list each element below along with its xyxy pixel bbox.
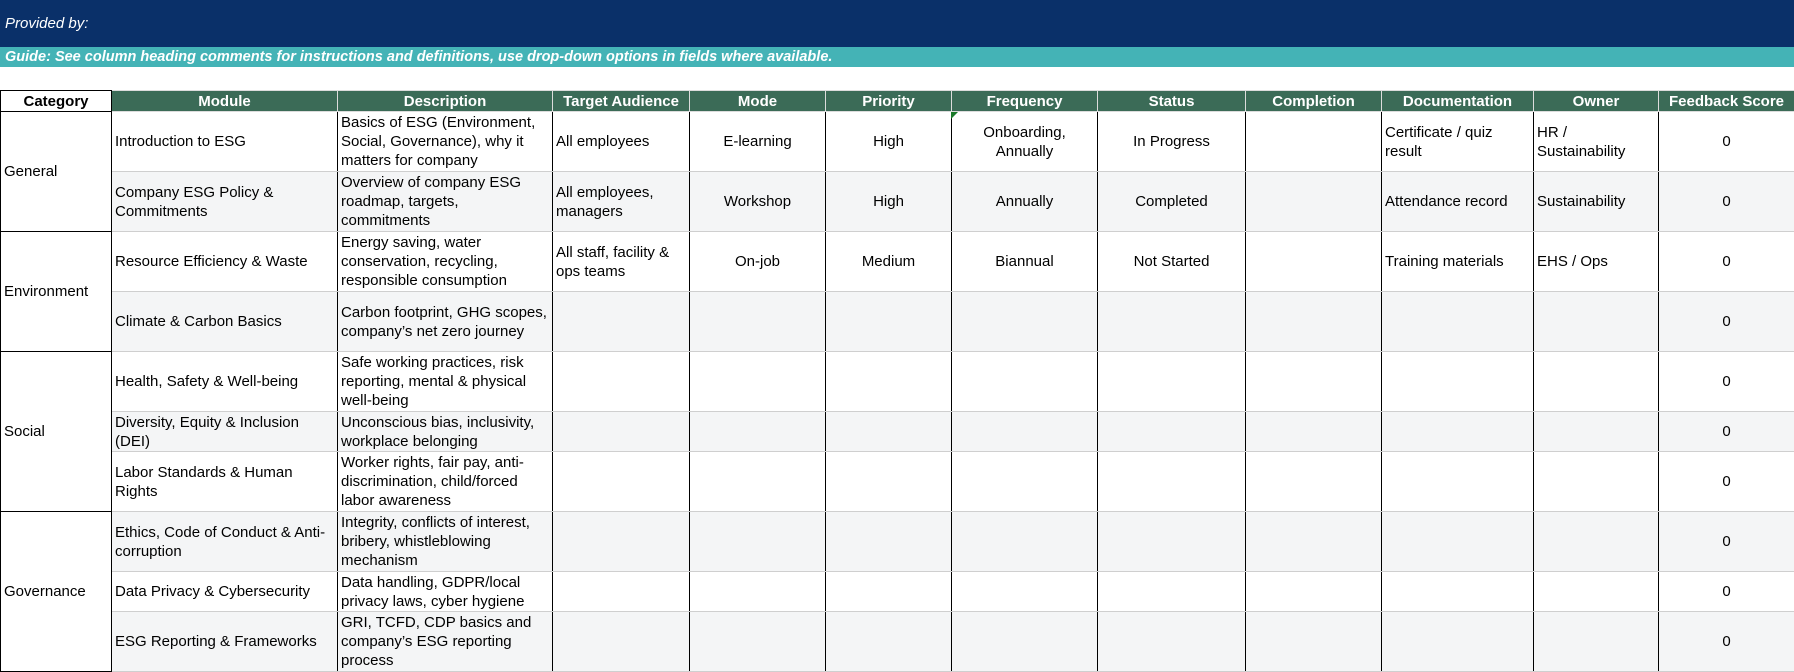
header-category[interactable]: Category <box>1 91 112 112</box>
status-cell[interactable] <box>1098 292 1246 352</box>
header-description[interactable]: Description <box>338 91 553 112</box>
status-cell[interactable] <box>1098 352 1246 412</box>
owner-cell[interactable]: HR / Sustainability <box>1534 112 1659 172</box>
completion-cell[interactable] <box>1246 232 1382 292</box>
header-feedback-score[interactable]: Feedback Score <box>1659 91 1794 112</box>
header-owner[interactable]: Owner <box>1534 91 1659 112</box>
table-row <box>1 172 1794 232</box>
frequency-cell[interactable] <box>952 412 1098 452</box>
owner-cell[interactable] <box>1534 512 1659 572</box>
completion-cell[interactable] <box>1246 572 1382 612</box>
owner-cell[interactable] <box>1534 412 1659 452</box>
priority-cell[interactable]: High <box>826 112 952 172</box>
mode-cell[interactable]: E-learning <box>690 112 826 172</box>
table-row <box>1 292 1794 352</box>
header-mode[interactable]: Mode <box>690 91 826 112</box>
status-cell[interactable] <box>1098 512 1246 572</box>
completion-cell[interactable] <box>1246 412 1382 452</box>
module-cell[interactable]: Resource Efficiency & Waste <box>112 232 338 292</box>
feedback-cell[interactable]: 0 <box>1659 512 1794 572</box>
audience-cell[interactable] <box>553 452 690 512</box>
mode-cell[interactable] <box>690 512 826 572</box>
completion-cell[interactable] <box>1246 172 1382 232</box>
frequency-cell[interactable]: Biannual <box>952 232 1098 292</box>
frequency-cell[interactable]: Onboarding, Annually <box>952 112 1098 172</box>
documentation-cell[interactable] <box>1382 412 1534 452</box>
description-cell[interactable]: Energy saving, water conservation, recycling, responsible consumption <box>338 232 553 292</box>
description-cell[interactable]: Integrity, conflicts of interest, bribery, whistleblowing mechanism <box>338 512 553 572</box>
table-row <box>1 412 1794 452</box>
module-cell[interactable]: Introduction to ESG <box>112 112 338 172</box>
audience-cell[interactable]: All employees, managers <box>553 172 690 232</box>
owner-cell[interactable] <box>1534 292 1659 352</box>
audience-cell[interactable] <box>553 292 690 352</box>
audience-cell[interactable]: All employees <box>553 112 690 172</box>
frequency-cell[interactable] <box>952 612 1098 672</box>
documentation-cell[interactable] <box>1382 512 1534 572</box>
header-target-audience[interactable]: Target Audience <box>553 91 690 112</box>
feedback-cell[interactable]: 0 <box>1659 112 1794 172</box>
owner-cell[interactable]: Sustainability <box>1534 172 1659 232</box>
priority-cell[interactable] <box>826 452 952 512</box>
owner-cell[interactable] <box>1534 452 1659 512</box>
frequency-cell[interactable] <box>952 452 1098 512</box>
description-cell[interactable]: Carbon footprint, GHG scopes, company’s net zero journey <box>338 292 553 352</box>
priority-cell[interactable]: Medium <box>826 232 952 292</box>
feedback-cell[interactable]: 0 <box>1659 232 1794 292</box>
completion-cell[interactable] <box>1246 112 1382 172</box>
guide-bar <box>0 47 1794 67</box>
cell-comment-marker <box>951 112 958 119</box>
spacer-row <box>0 67 1794 90</box>
description-cell[interactable]: Basics of ESG (Environment, Social, Governance), why it matters for company <box>338 112 553 172</box>
documentation-cell[interactable]: Training materials <box>1382 232 1534 292</box>
documentation-cell[interactable]: Attendance record <box>1382 172 1534 232</box>
priority-cell[interactable] <box>826 412 952 452</box>
module-cell[interactable]: Climate & Carbon Basics <box>112 292 338 352</box>
owner-cell[interactable] <box>1534 352 1659 412</box>
mode-cell[interactable] <box>690 452 826 512</box>
audience-cell[interactable] <box>553 352 690 412</box>
documentation-cell[interactable] <box>1382 612 1534 672</box>
status-cell[interactable] <box>1098 572 1246 612</box>
mode-cell[interactable] <box>690 292 826 352</box>
table-row <box>1 232 1794 292</box>
module-cell[interactable]: Health, Safety & Well-being <box>112 352 338 412</box>
module-cell[interactable]: Diversity, Equity & Inclusion (DEI) <box>112 412 338 452</box>
training-table <box>0 90 1794 672</box>
priority-cell[interactable] <box>826 612 952 672</box>
description-cell[interactable]: Safe working practices, risk reporting, mental & physical well-being <box>338 352 553 412</box>
status-cell[interactable]: Not Started <box>1098 232 1246 292</box>
completion-cell[interactable] <box>1246 352 1382 412</box>
frequency-cell[interactable] <box>952 292 1098 352</box>
description-cell[interactable]: Worker rights, fair pay, anti-discrimination, child/forced labor awareness <box>338 452 553 512</box>
priority-cell[interactable] <box>826 572 952 612</box>
header-documentation[interactable]: Documentation <box>1382 91 1534 112</box>
priority-cell[interactable] <box>826 512 952 572</box>
module-cell[interactable]: Data Privacy & Cybersecurity <box>112 572 338 612</box>
status-cell[interactable]: In Progress <box>1098 112 1246 172</box>
category-general[interactable]: General <box>1 112 112 232</box>
mode-cell[interactable]: Workshop <box>690 172 826 232</box>
frequency-cell[interactable]: Annually <box>952 172 1098 232</box>
category-environment[interactable]: Environment <box>1 232 112 352</box>
completion-cell[interactable] <box>1246 292 1382 352</box>
completion-cell[interactable] <box>1246 452 1382 512</box>
owner-cell[interactable] <box>1534 612 1659 672</box>
documentation-cell[interactable]: Certificate / quiz result <box>1382 112 1534 172</box>
mode-cell[interactable]: On-job <box>690 232 826 292</box>
documentation-cell[interactable] <box>1382 292 1534 352</box>
table-row <box>1 452 1794 512</box>
frequency-cell[interactable] <box>952 512 1098 572</box>
provided-by-label: Provided by: <box>5 15 88 32</box>
frequency-cell[interactable] <box>952 572 1098 612</box>
priority-cell[interactable] <box>826 292 952 352</box>
category-governance[interactable]: Governance <box>1 512 112 672</box>
documentation-cell[interactable] <box>1382 572 1534 612</box>
feedback-cell[interactable]: 0 <box>1659 572 1794 612</box>
category-social[interactable]: Social <box>1 352 112 512</box>
mode-cell[interactable] <box>690 352 826 412</box>
frequency-cell[interactable] <box>952 352 1098 412</box>
table-row <box>1 112 1794 172</box>
mode-cell[interactable] <box>690 612 826 672</box>
table-row <box>1 612 1794 672</box>
documentation-cell[interactable] <box>1382 352 1534 412</box>
audience-cell[interactable] <box>553 572 690 612</box>
owner-cell[interactable] <box>1534 572 1659 612</box>
completion-cell[interactable] <box>1246 612 1382 672</box>
feedback-cell[interactable]: 0 <box>1659 172 1794 232</box>
module-cell[interactable]: ESG Reporting & Frameworks <box>112 612 338 672</box>
module-cell[interactable]: Ethics, Code of Conduct & Anti-corruption <box>112 512 338 572</box>
table-row <box>1 572 1794 612</box>
header-module[interactable]: Module <box>112 91 338 112</box>
guide-text: Guide: See column heading comments for instructions and definitions, use drop-down options in fields where available. <box>5 49 832 65</box>
feedback-cell[interactable]: 0 <box>1659 452 1794 512</box>
priority-cell[interactable]: High <box>826 172 952 232</box>
status-cell[interactable] <box>1098 412 1246 452</box>
module-cell[interactable]: Labor Standards & Human Rights <box>112 452 338 512</box>
description-cell[interactable]: Unconscious bias, inclusivity, workplace belonging <box>338 412 553 452</box>
mode-cell[interactable] <box>690 572 826 612</box>
owner-cell[interactable]: EHS / Ops <box>1534 232 1659 292</box>
feedback-cell[interactable]: 0 <box>1659 612 1794 672</box>
table-row <box>1 512 1794 572</box>
description-cell[interactable]: Overview of company ESG roadmap, targets, commitments <box>338 172 553 232</box>
header-priority[interactable]: Priority <box>826 91 952 112</box>
audience-cell[interactable] <box>553 612 690 672</box>
status-cell[interactable] <box>1098 612 1246 672</box>
table-row <box>1 352 1794 412</box>
description-cell[interactable]: Data handling, GDPR/local privacy laws, cyber hygiene <box>338 572 553 612</box>
completion-cell[interactable] <box>1246 512 1382 572</box>
description-cell[interactable]: GRI, TCFD, CDP basics and company’s ESG reporting process <box>338 612 553 672</box>
feedback-cell[interactable]: 0 <box>1659 292 1794 352</box>
feedback-cell[interactable]: 0 <box>1659 352 1794 412</box>
feedback-cell[interactable]: 0 <box>1659 412 1794 452</box>
status-cell[interactable]: Completed <box>1098 172 1246 232</box>
header-completion[interactable]: Completion <box>1246 91 1382 112</box>
module-cell[interactable]: Company ESG Policy & Commitments <box>112 172 338 232</box>
header-status[interactable]: Status <box>1098 91 1246 112</box>
audience-cell[interactable]: All staff, facility & ops teams <box>553 232 690 292</box>
header-frequency[interactable]: Frequency <box>952 91 1098 112</box>
audience-cell[interactable] <box>553 412 690 452</box>
mode-cell[interactable] <box>690 412 826 452</box>
status-cell[interactable] <box>1098 452 1246 512</box>
audience-cell[interactable] <box>553 512 690 572</box>
provided-by-banner[interactable] <box>0 0 1794 47</box>
priority-cell[interactable] <box>826 352 952 412</box>
documentation-cell[interactable] <box>1382 452 1534 512</box>
header-row <box>1 91 1794 112</box>
